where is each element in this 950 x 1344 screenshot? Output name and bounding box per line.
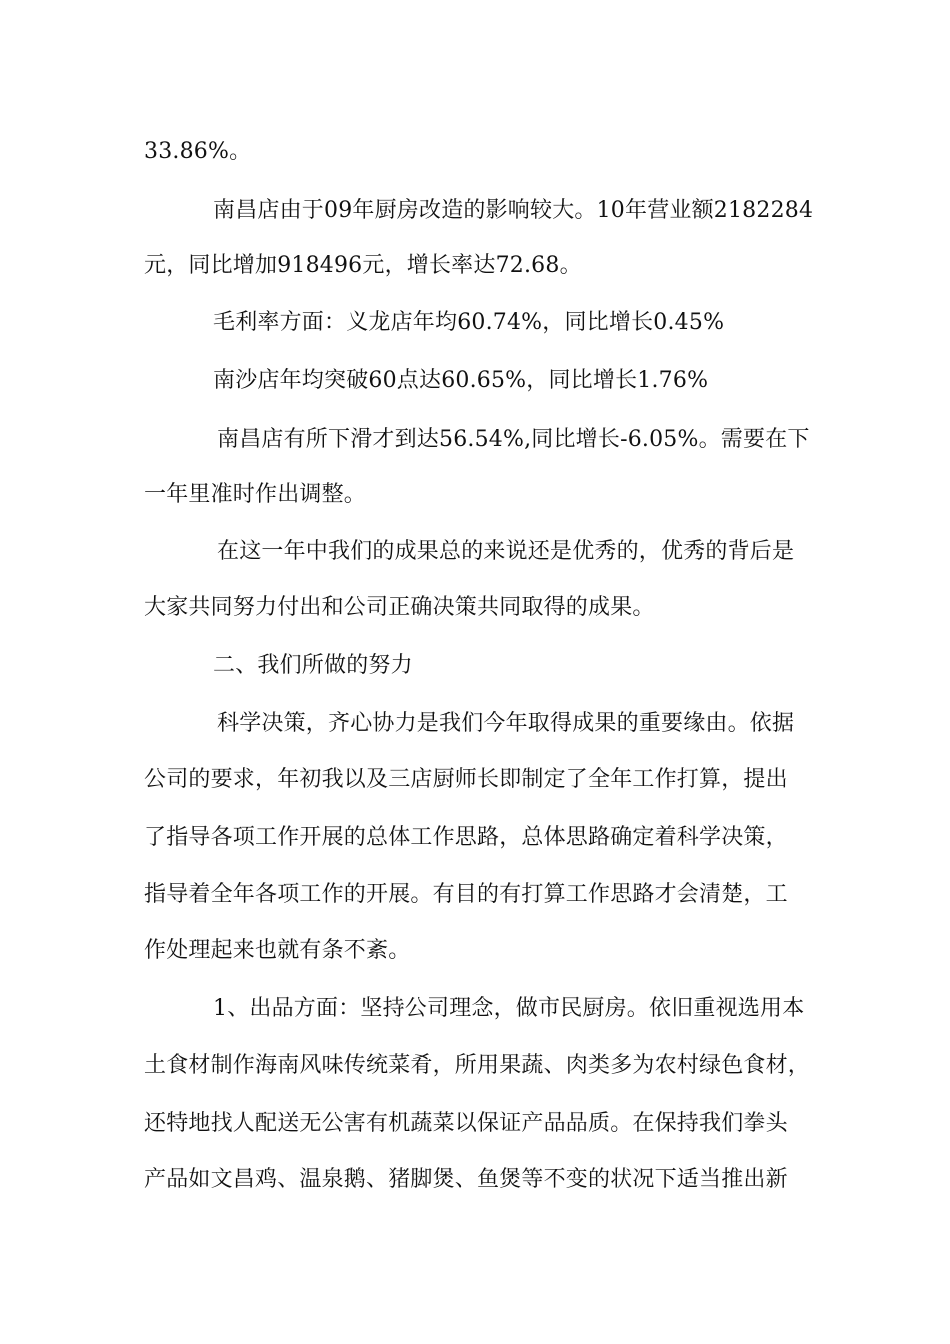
- text-line-7: 一年里准时作出调整。: [144, 482, 367, 507]
- text-line-18: 还特地找人配送无公害有机蔬菜以保证产品品质。在保持我们拳头: [144, 1111, 788, 1136]
- text-line-4: 毛利率方面：义龙店年均60.74%，同比增长0.45%: [213, 310, 725, 335]
- section-heading: 二、我们所做的努力: [213, 653, 413, 678]
- text-line-15: 作处理起来也就有条不紊。: [144, 938, 411, 963]
- text-line-13: 了指导各项工作开展的总体工作思路，总体思路确定着科学决策，: [144, 825, 788, 850]
- text-line-1: 33.86%。: [144, 139, 252, 164]
- text-line-6: 南昌店有所下滑才到达56.54%,同比增长-6.05%。需要在下: [217, 427, 810, 452]
- text-line-19: 产品如文昌鸡、温泉鹅、猪脚煲、鱼煲等不变的状况下适当推出新: [144, 1167, 788, 1192]
- text-line-12: 公司的要求，年初我以及三店厨师长即制定了全年工作打算，提出: [144, 767, 788, 792]
- text-line-8: 在这一年中我们的成果总的来说还是优秀的，优秀的背后是: [217, 539, 795, 564]
- text-line-2: 南昌店由于09年厨房改造的影响较大。10年营业额2182284: [213, 198, 814, 223]
- text-line-9: 大家共同努力付出和公司正确决策共同取得的成果。: [144, 595, 655, 620]
- text-line-17: 土食材制作海南风味传统菜肴，所用果蔬、肉类多为农村绿色食材，: [144, 1053, 811, 1078]
- text-line-5: 南沙店年均突破60点达60.65%，同比增长1.76%: [213, 368, 709, 393]
- text-line-11: 科学决策，齐心协力是我们今年取得成果的重要缘由。依据: [217, 711, 795, 736]
- text-line-16: 1、出品方面：坚持公司理念，做市民厨房。依旧重视选用本: [213, 996, 805, 1021]
- text-line-3: 元，同比增加918496元，增长率达72.68。: [144, 253, 582, 278]
- text-line-14: 指导着全年各项工作的开展。有目的有打算工作思路才会清楚，工: [144, 882, 788, 907]
